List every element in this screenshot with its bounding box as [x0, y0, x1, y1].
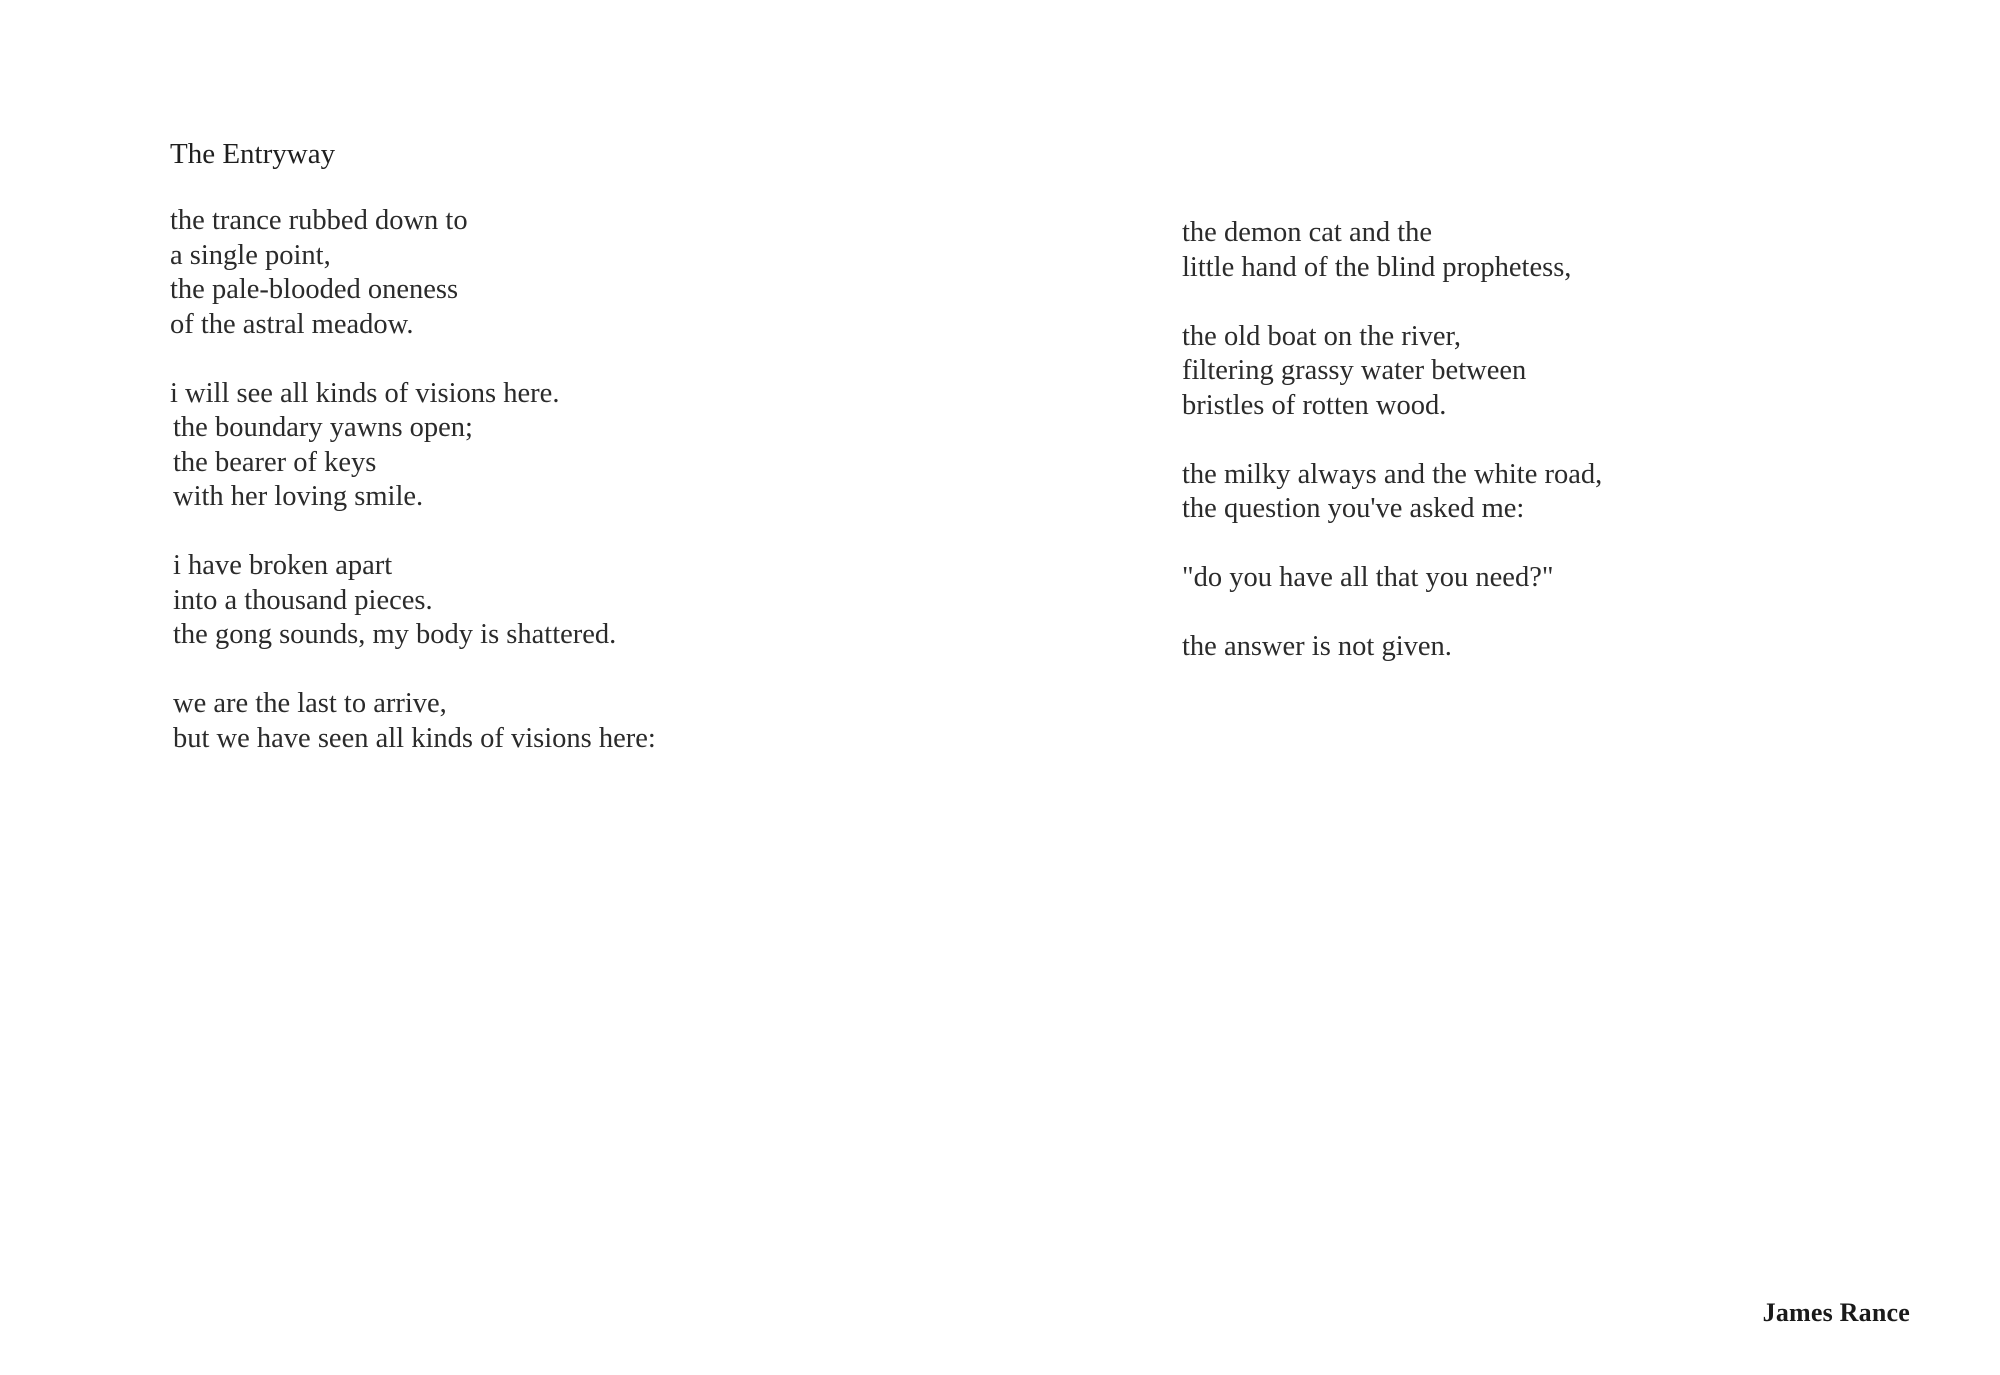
stanza-left-1: [170, 204, 930, 342]
poem-line: with her loving smile.: [173, 481, 424, 512]
poem-line: the trance rubbed down to: [170, 205, 468, 236]
poem-line: the old boat on the river,: [1182, 320, 1462, 352]
poem-line: the pale-blooded oneness: [170, 274, 459, 305]
poem-line: the answer is not given.: [1182, 631, 1452, 662]
left-column: [170, 137, 930, 756]
poem-line: we are the last to arrive,: [173, 688, 447, 719]
poem-line: into a thousand pieces.: [173, 584, 433, 616]
stanza-right-1: [1182, 216, 1942, 285]
stanza-right-2: [1182, 320, 1942, 424]
poem-line: a single point,: [170, 239, 331, 271]
poem-line: the bearer of keys: [173, 446, 377, 478]
stanza-right-4: [1182, 561, 1942, 596]
poem-line: of the astral meadow.: [170, 308, 414, 340]
poem-line: the demon cat and the: [1182, 217, 1433, 248]
stanza-right-5: [1182, 630, 1942, 665]
poem-line: "do you have all that you need?": [1182, 562, 1554, 593]
poem-line: i have broken apart: [173, 550, 393, 581]
poem-line: the milky always and the white road,: [1182, 458, 1603, 490]
poem-line: i will see all kinds of visions here.: [170, 377, 560, 409]
stanza-left-2: [170, 377, 930, 515]
poem-line: bristles of rotten wood.: [1182, 389, 1447, 421]
poem-line: little hand of the blind prophetess,: [1182, 251, 1572, 283]
stanza-right-3: [1182, 458, 1942, 527]
right-column: [1182, 216, 1942, 665]
author-name: James Rance: [1762, 1298, 1910, 1327]
poem-line: the question you've asked me:: [1182, 493, 1525, 524]
stanza-left-4: [170, 687, 930, 756]
poem-line: but we have seen all kinds of visions here:: [173, 722, 656, 754]
poem-line: the gong sounds, my body is shattered.: [173, 619, 617, 650]
poem-line: filtering grassy water between: [1182, 355, 1527, 386]
stanza-left-3: [170, 549, 930, 653]
poem-title: The Entryway: [170, 138, 336, 170]
poem-line: the boundary yawns open;: [173, 412, 473, 443]
